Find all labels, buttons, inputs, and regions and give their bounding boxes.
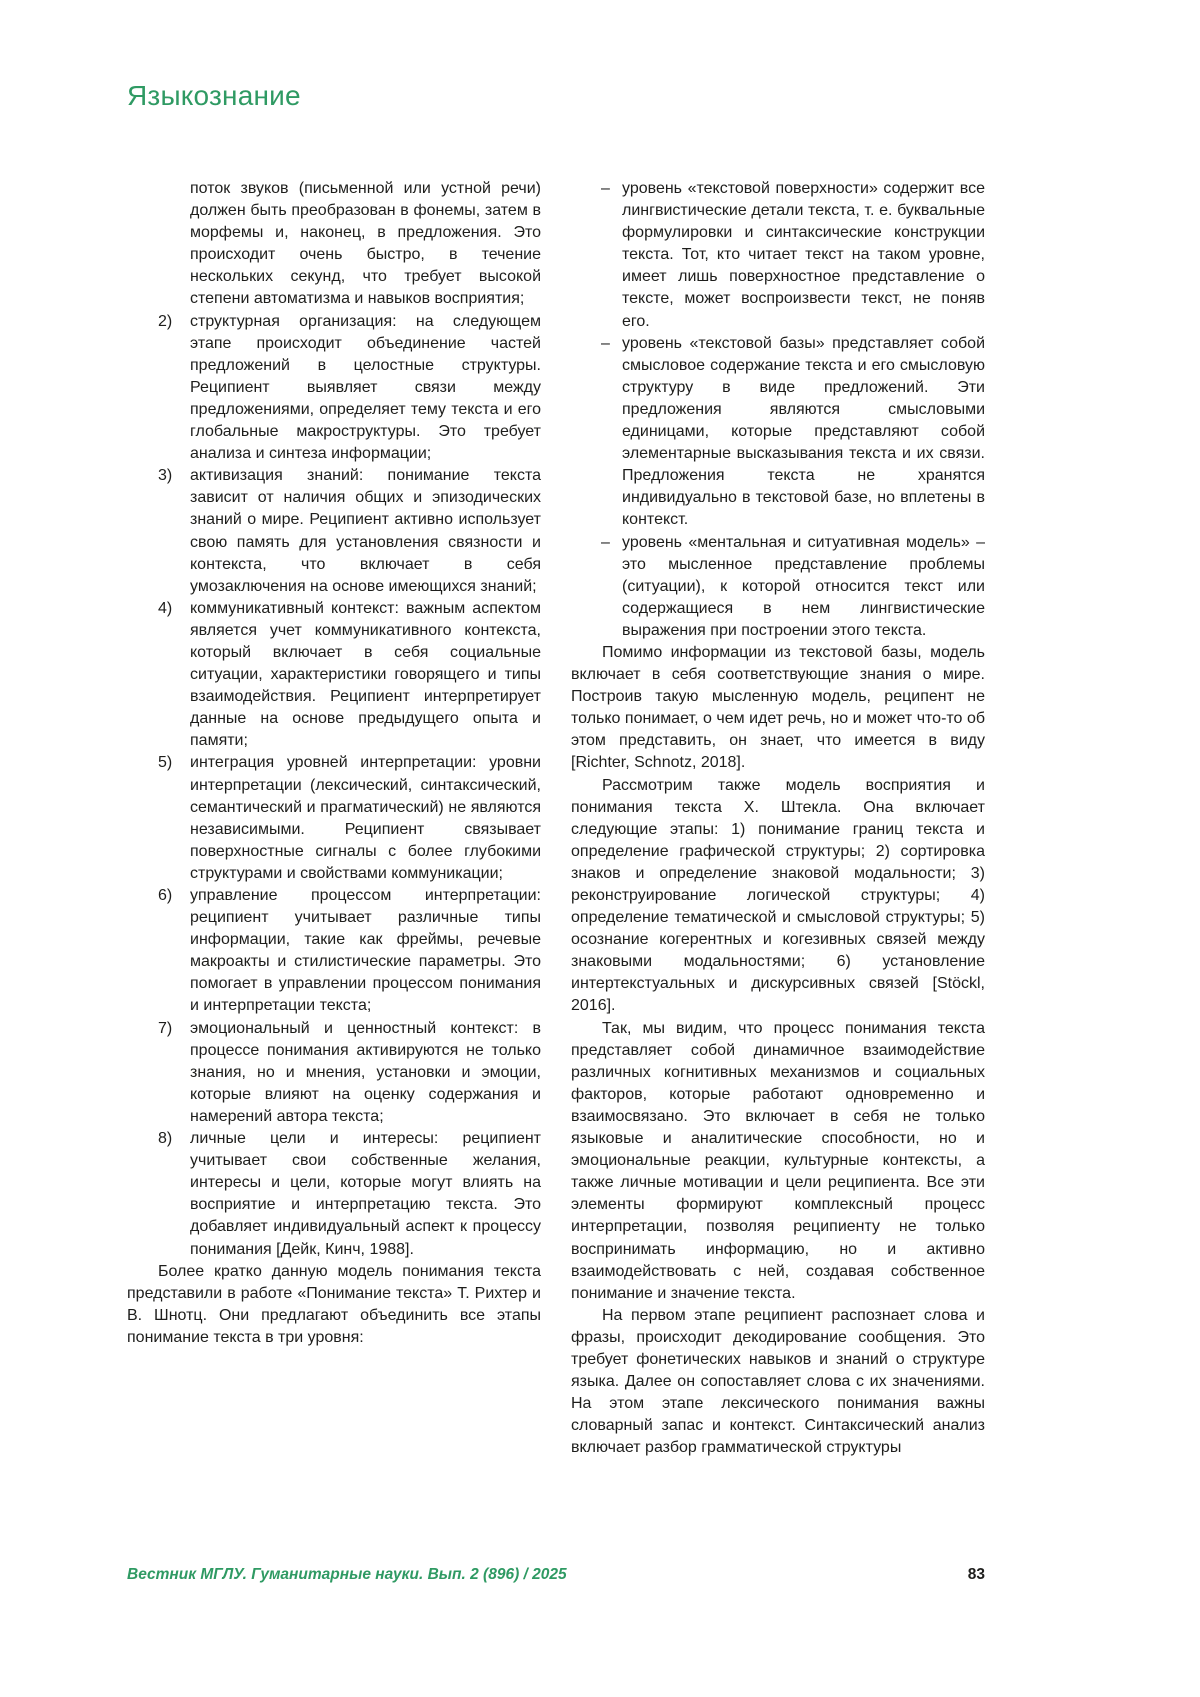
page-footer bbox=[127, 1566, 985, 1584]
paragraph: Помимо информации из текстовой базы, модель включает в себя соответствующие знания о мире. Построив такую мысленную модель, реципент не только понимает, о чем идет речь, но и может что-то об этом представить, он знает, что имеется в виду [Richter, Schnotz, 2018]. bbox=[571, 643, 985, 772]
list-item-number: 4) bbox=[158, 599, 173, 617]
list-item-number: 6) bbox=[158, 887, 173, 904]
list-item-text: эмоциональный и ценностный контекст: в процессе понимания активируются не только знания, но и мнения, установки и эмоции, которые влияют на оценку содержания и намерений автора текста; bbox=[190, 1019, 541, 1125]
list-item-number: 7) bbox=[158, 1019, 173, 1037]
list-item-text: управление процессом интерпретации: реципиент учитывает различные типы информации, такие как фреймы, речевые макроакты и стилистические параметры. Это помогает в управлении процессом понимания и интерпретации текста; bbox=[190, 887, 541, 1015]
list-item bbox=[127, 311, 541, 466]
list-item-text: поток звуков (письменной или устной речи) должен быть преобразован в фонемы, затем в морфемы и, наконец, в предложения. Это происходит очень быстро, в течение нескольких секунд, что требует высокой степени автоматизма и навыков восприятия; bbox=[190, 180, 541, 308]
footer-page-number: 83 bbox=[967, 1566, 985, 1583]
list-item bbox=[127, 598, 541, 753]
list-item-text: личные цели и интересы: реципиент учитывает свои собственные желания, интересы и цели, которые могут влиять на восприятие и интерпретацию текста. Это добавляет индивидуальный аспект к процессу понимания [Дейк, Кинч, 1988]. bbox=[190, 1130, 541, 1258]
right-column bbox=[571, 178, 985, 1459]
paragraph: На первом этапе реципиент распознает слова и фразы, происходит декодирование сообщения. Это требует фонетических навыков и знаний о структуре языка. Далее он сопоставляет слова с их значениями. На этом этапе лексического понимания важны словарный запас и контекст. Синтаксический анализ включает разбор грамматической структуры bbox=[571, 1306, 985, 1457]
list-item bbox=[127, 178, 541, 311]
list-item bbox=[127, 885, 541, 1018]
left-column bbox=[127, 178, 541, 1459]
dash-bullet-marker: – bbox=[601, 533, 610, 551]
bullet-item-text: уровень «ментальная и ситуативная модель» – это мысленное представление проблемы (ситуации), к которой относится текст или содержащиеся в нем лингвистические выражения при построении этого текста. bbox=[622, 533, 985, 639]
dash-bullet-marker: – bbox=[601, 334, 610, 352]
list-item-number: 5) bbox=[158, 754, 173, 772]
list-item bbox=[127, 1018, 541, 1128]
paragraph: Более кратко данную модель понимания текста представили в работе «Понимание текста» Т. Рихтер и В. Шнотц. Они предлагают объединить все этапы понимание текста в три уровня: bbox=[127, 1262, 541, 1346]
list-item bbox=[127, 1128, 541, 1261]
paragraph: Рассмотрим также модель восприятия и понимания текста Х. Штекла. Она включает следующие этапы: 1) понимание границ текста и определение графической структуры; 2) сортировка знаков и определение знаковой модальности; 3) реконструирование логической структуры; 4) определение тематической и смысловой структуры; 5) осознание когерентных и когезивных связей между знаковыми модальностями; 6) установление интертекстуальных и дискурсивных связей [Stöckl, 2016]. bbox=[571, 776, 985, 1015]
list-item-number: 3) bbox=[158, 467, 173, 485]
list-item-number: 2) bbox=[158, 312, 173, 330]
list-item-text: активизация знаний: понимание текста зависит от наличия общих и эпизодических знаний о мире. Реципиент активно использует свою память для установления связности и контекста, что включает в себя умозаключения на основе имеющихся знаний; bbox=[190, 467, 541, 595]
list-item-text: структурная организация: на следующем этапе происходит объединение частей предложений в целостные структуры. Реципиент выявляет связи между предложениями, определяет тему текста и его глобальные макроструктуры. Это требует анализа и синтеза информации; bbox=[190, 312, 541, 463]
bullet-item bbox=[571, 178, 985, 333]
list-item bbox=[127, 465, 541, 598]
bullet-item bbox=[571, 532, 985, 642]
paragraph: Так, мы видим, что процесс понимания текста представляет собой динамичное взаимодействие различных когнитивных механизмов и социальных факторов, которые работают одновременно и взаимосвязано. Это включает в себя не только языковые и аналитические способности, но и эмоциональные реакции, культурные контексты, а также личные мотивации и цели реципиента. Все эти элементы формируют комплексный процесс интерпретации, позволяя реципиенту не только воспринимать информацию, но и активно взаимодействовать с ней, создавая собственное понимание и значение текста. bbox=[571, 1019, 985, 1302]
list-item-text: интеграция уровней интерпретации: уровни интерпретации (лексический, синтаксический, семантический и прагматический) не являются независимыми. Реципиент связывает поверхностные сигналы с более глубокими структурами и свойствами коммуникации; bbox=[190, 754, 541, 882]
section-header: Языкознание bbox=[127, 80, 301, 111]
list-item-number: 8) bbox=[158, 1130, 173, 1148]
bullet-item-text: уровень «текстовой поверхности» содержит все лингвистические детали текста, т. е. буквальные формулировки и синтаксические конструкции текста. Тот, кто читает текст на таком уровне, имеет лишь поверхностное представление о тексте, может воспроизвести текст, не поняв его. bbox=[622, 180, 985, 330]
page-content bbox=[127, 178, 985, 1459]
bullet-item-text: уровень «текстовой базы» представляет собой смысловое содержание текста и его смысловую структуру в виде предложений. Эти предложения являются смысловыми единицами, которые представляют собой элементарные высказывания текста и их связи. Предложения текста не хранятся индивидуально в текстовой базе, но вплетены в контекст. bbox=[622, 334, 985, 529]
bullet-item bbox=[571, 333, 985, 532]
footer-journal-line: Вестник МГЛУ. Гуманитарные науки. Вып. 2 (896) / 2025 bbox=[127, 1566, 567, 1583]
list-item-text: коммуникативный контекст: важным аспектом является учет коммуникативного контекста, который включает в себя социальные ситуации, характеристики говорящего и типы взаимодействия. Реципиент интерпретирует данные на основе предыдущего опыта и памяти; bbox=[190, 599, 541, 750]
dash-bullet-marker: – bbox=[601, 180, 610, 197]
list-item bbox=[127, 752, 541, 885]
